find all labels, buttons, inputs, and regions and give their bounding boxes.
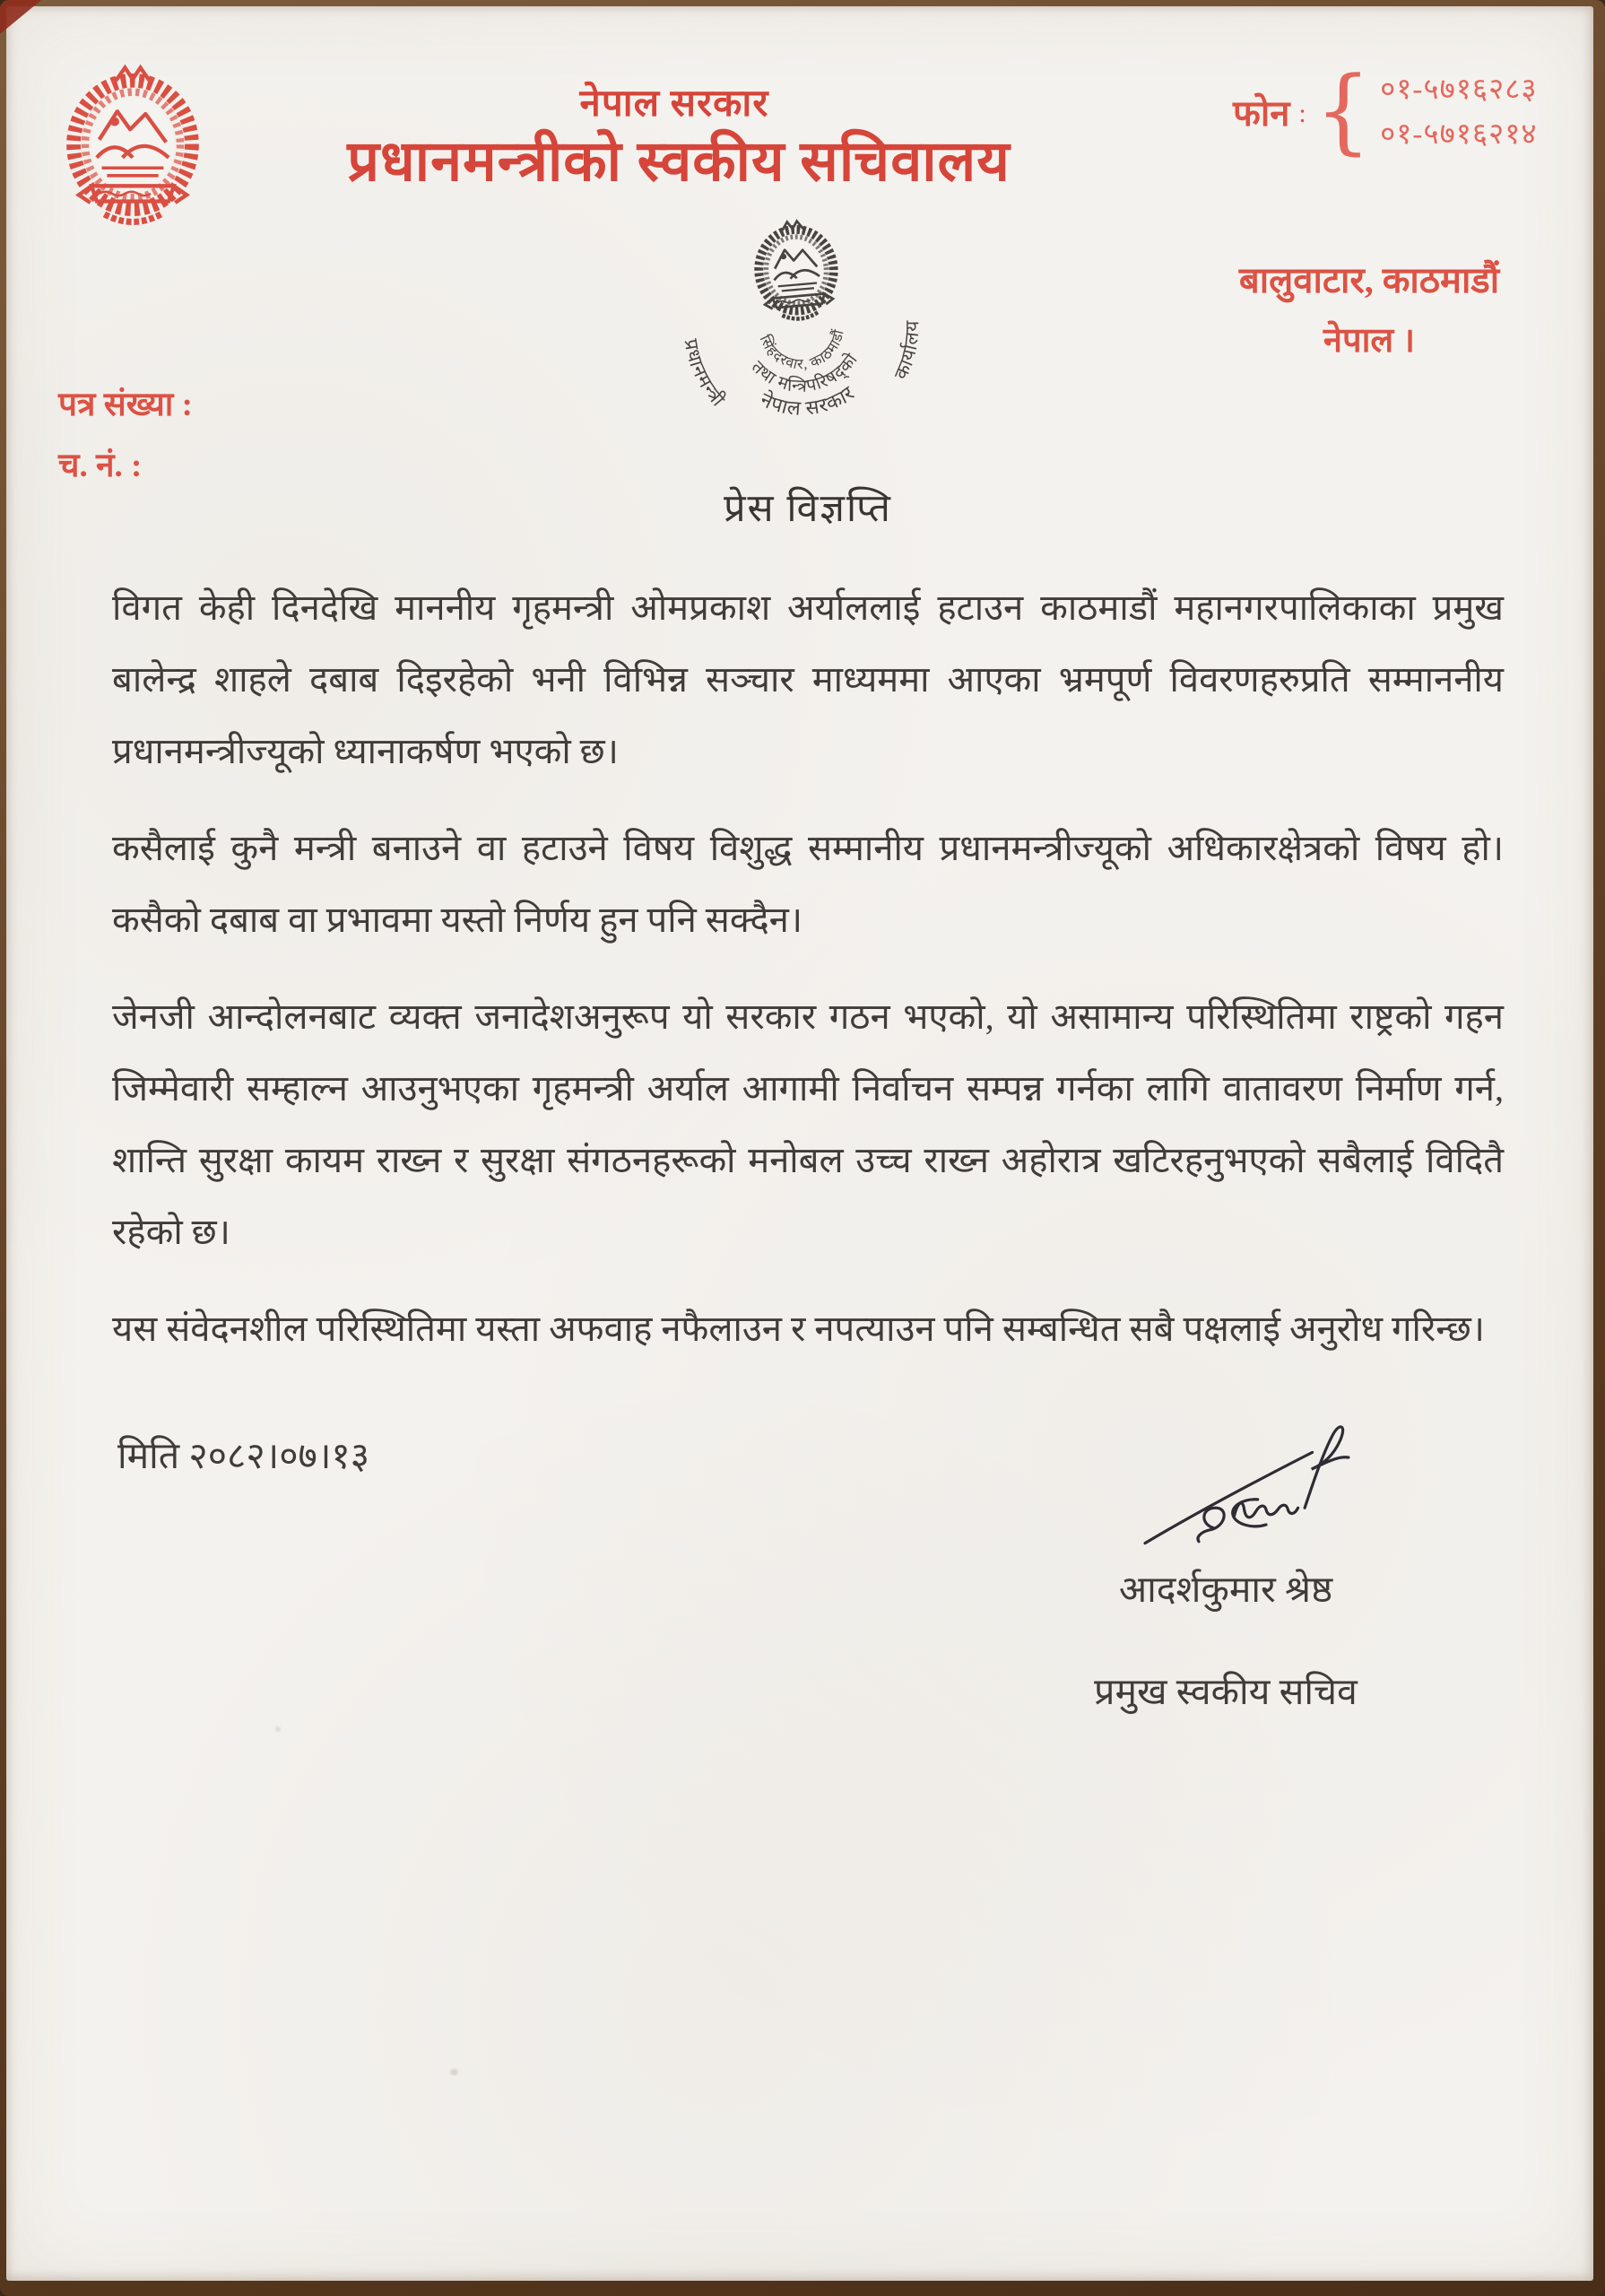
paper-smudge	[450, 2069, 458, 2075]
ref-number-label: च. नं. :	[58, 448, 143, 484]
svg-text:प्रधानमन्त्री	[680, 335, 731, 413]
official-seal-stamp	[652, 201, 955, 504]
body-paragraph: विगत केही दिनदेखि माननीय गृहमन्त्री ओमप्रकाश अर्याललाई हटाउन काठमाडौं महानगरपालिकाका प्रमुख बालेन्द्र शाहले दबाब दिइरहेको भनी विभिन्न सञ्चार माध्यममा आएका भ्रमपूर्ण विवरणहरुप्रति सम्माननीय प्रधानमन्त्रीज्यूको ध्यानाकर्षण भएको छ।	[112, 587, 1504, 771]
letter-body	[112, 480, 1504, 1803]
letter-number-label: पत्र संख्या :	[58, 387, 193, 423]
body-paragraph: जेनजी आन्दोलनबाट व्यक्त जनादेशअनुरूप यो सरकार गठन भएको, यो असामान्य परिस्थितिमा राष्ट्रको गहन जिम्मेवारी सम्हाल्न आउनुभएका गृहमन्त्री अर्याल आगामी निर्वाचन सम्पन्न गर्नका लागि वातावरण निर्माण गर्न, शान्ति सुरक्षा कायम राख्न र सुरक्षा संगठनहरूको मनोबल उच्च राख्न अहोरात्र खटिरहनुभएको सबैलाई विदितै रहेको छ।	[112, 996, 1504, 1252]
office-title: प्रधानमन्त्रीको स्वकीय सचिवालय	[347, 130, 1011, 193]
seal-text-outer-right: कार्यालय	[889, 319, 924, 383]
letter-paper	[6, 6, 1593, 2281]
seal-text-outer-left: प्रधानमन्त्री	[680, 337, 730, 412]
seal-text-arc3: सिंहदरवार, काठमाडौं	[756, 327, 847, 373]
phone-separator: :	[1298, 99, 1306, 128]
body-paragraph: यस संवेदनशील परिस्थितिमा यस्ता अफवाह नफैलाउन र नपत्याउन पनि सम्बन्धित सबै पक्षलाई अनुरोध गरिन्छ।	[112, 1309, 1485, 1349]
address-line-2: नेपाल ।	[1323, 322, 1416, 360]
signer-title: प्रमुख स्वकीय सचिव	[1094, 1671, 1358, 1712]
signer-name: आदर्शकुमार श्रेष्ठ	[1118, 1569, 1333, 1610]
phone-numbers	[1380, 65, 1537, 157]
brace-glyph: {	[1314, 57, 1372, 165]
seal-text-arc1: नेपाल सरकार	[757, 381, 859, 420]
phone-number-2: ०१-५७१६२१४	[1380, 118, 1538, 151]
phone-block	[1233, 57, 1538, 165]
nepal-emblem-icon	[56, 58, 210, 229]
government-line: नेपाल सरकार	[579, 83, 769, 125]
seal-emblem-icon	[755, 218, 837, 322]
phone-number-1: ०१-५७१६२८३	[1380, 74, 1538, 106]
press-release-heading: प्रेस विज्ञप्ति	[724, 488, 892, 530]
svg-text:कार्यालय	[885, 318, 928, 385]
signature-block	[1037, 1417, 1414, 1716]
seal-text-arc2: तथा मन्त्रिपरिषद्को	[747, 350, 863, 396]
address-block	[1190, 254, 1549, 362]
phone-label: फोन	[1233, 92, 1290, 134]
handwritten-signature	[1127, 1417, 1405, 1552]
address-line-1: बालुवाटार, काठमाडौं	[1238, 260, 1500, 300]
date-line: मिति २०८२।०७।१३	[117, 1435, 370, 1476]
signature-row	[112, 1417, 1504, 1803]
body-paragraph: कसैलाई कुनै मन्त्री बनाउने वा हटाउने विषय विशुद्ध सम्मानीय प्रधानमन्त्रीज्यूको अधिकारक्षेत्रको विषय हो। कसैको दबाब वा प्रभावमा यस्तो निर्णय हुन पनि सक्दैन।	[112, 828, 1504, 940]
paper-smudge	[275, 1726, 281, 1732]
